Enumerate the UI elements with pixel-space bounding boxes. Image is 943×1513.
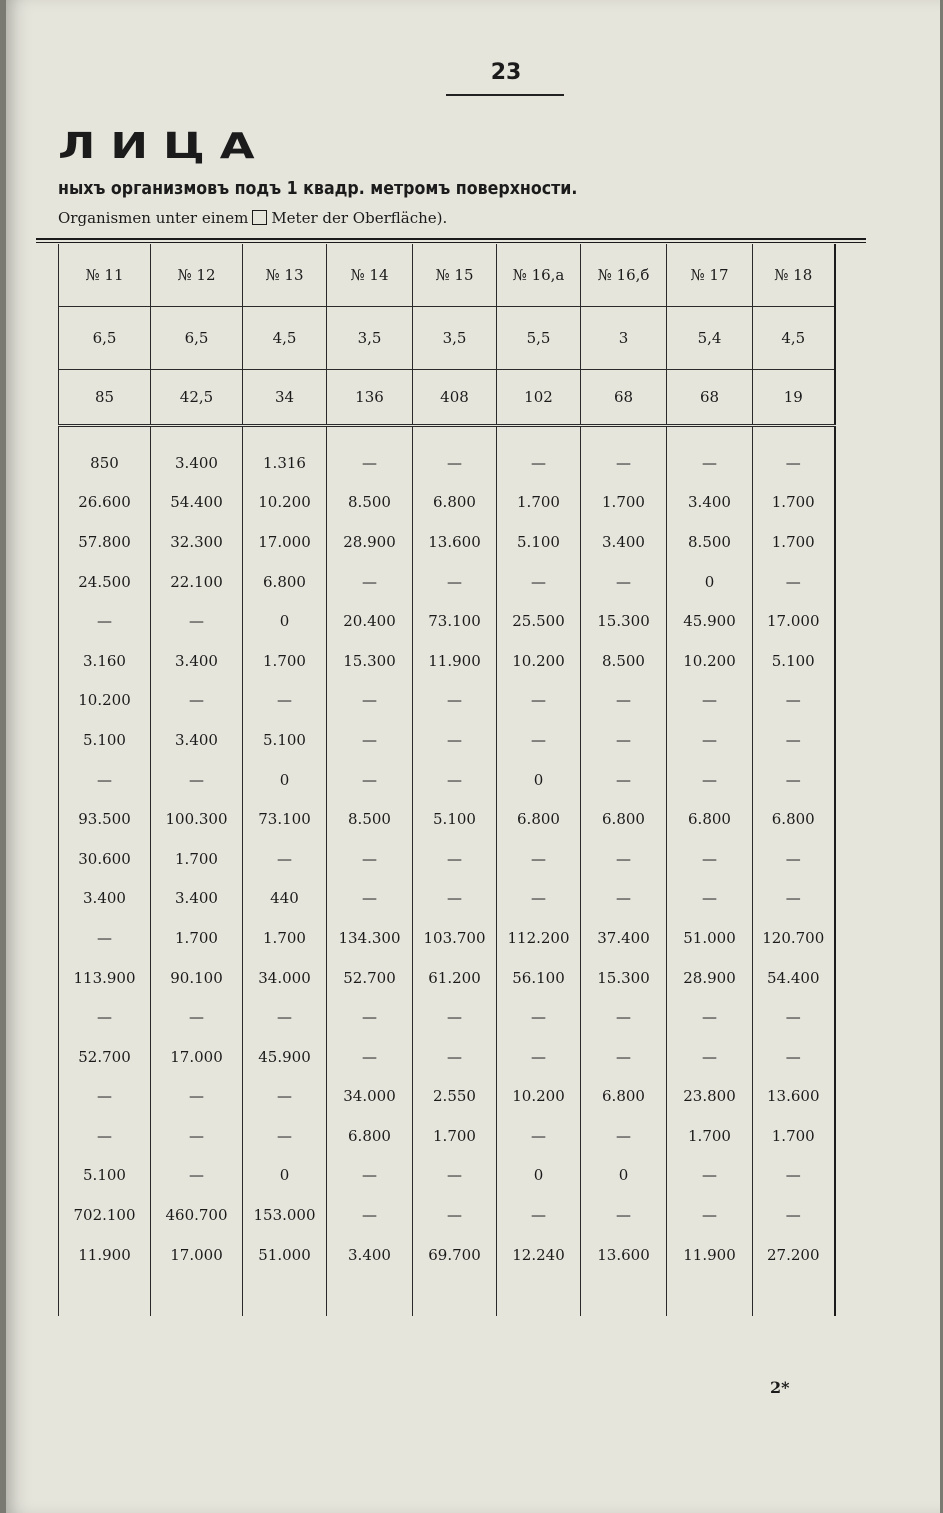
table-cell: — bbox=[497, 1037, 581, 1077]
table-cell: № 11 bbox=[59, 244, 151, 307]
table-cell: — bbox=[59, 997, 151, 1037]
table-cell: — bbox=[413, 1195, 497, 1235]
square-meter-icon bbox=[252, 210, 267, 225]
table-cell: — bbox=[59, 601, 151, 641]
table-cell bbox=[667, 1274, 753, 1316]
table-cell: — bbox=[59, 918, 151, 958]
table-cell: 25.500 bbox=[497, 601, 581, 641]
table-row bbox=[59, 681, 835, 721]
table-cell: 28.900 bbox=[327, 522, 413, 562]
table-cell bbox=[497, 426, 581, 444]
table-cell: — bbox=[581, 1116, 667, 1156]
table-cell: — bbox=[59, 760, 151, 800]
table-cell: — bbox=[151, 1116, 243, 1156]
table-cell: — bbox=[151, 760, 243, 800]
table-cell: 3,5 bbox=[413, 307, 497, 370]
table-row bbox=[59, 839, 835, 879]
table-cell: 15.300 bbox=[581, 601, 667, 641]
table-cell: — bbox=[327, 443, 413, 483]
table-cell: 13.600 bbox=[753, 1077, 835, 1117]
table-cell bbox=[753, 1274, 835, 1316]
table-cell: 52.700 bbox=[327, 958, 413, 998]
table-cell: — bbox=[753, 879, 835, 919]
table-cell: 112.200 bbox=[497, 918, 581, 958]
table-row bbox=[59, 1195, 835, 1235]
table-cell: 5.100 bbox=[243, 720, 327, 760]
table-cell: 28.900 bbox=[667, 958, 753, 998]
table-cell: 3.400 bbox=[151, 720, 243, 760]
table-cell: 13.600 bbox=[413, 522, 497, 562]
table-cell: — bbox=[151, 601, 243, 641]
table-cell: — bbox=[413, 1037, 497, 1077]
table-cell: — bbox=[497, 839, 581, 879]
table-cell: 10.200 bbox=[497, 1077, 581, 1117]
table-cell: — bbox=[581, 1037, 667, 1077]
subtitle-german-pre: Organismen unter einem bbox=[58, 209, 249, 227]
table-cell: 1.700 bbox=[753, 522, 835, 562]
table-cell: 3.400 bbox=[151, 443, 243, 483]
table-cell bbox=[59, 426, 151, 444]
table-cell: 17.000 bbox=[151, 1235, 243, 1275]
table-cell: — bbox=[753, 760, 835, 800]
table-cell: 1.700 bbox=[151, 918, 243, 958]
scanned-page bbox=[6, 0, 940, 1513]
table-cell bbox=[243, 1274, 327, 1316]
table-cell: — bbox=[581, 879, 667, 919]
table-cell: № 16,а bbox=[497, 244, 581, 307]
table-cell: 22.100 bbox=[151, 562, 243, 602]
table-cell: 120.700 bbox=[753, 918, 835, 958]
table-cell: 2.550 bbox=[413, 1077, 497, 1117]
table-row bbox=[59, 1235, 835, 1275]
data-table-wrapper bbox=[58, 244, 834, 1316]
table-cell: — bbox=[581, 997, 667, 1037]
table-cell: 460.700 bbox=[151, 1195, 243, 1235]
table-cell: — bbox=[327, 720, 413, 760]
table-spacer-row bbox=[59, 426, 835, 444]
table-cell: — bbox=[413, 681, 497, 721]
table-cell: — bbox=[581, 760, 667, 800]
table-cell: 61.200 bbox=[413, 958, 497, 998]
table-cell: 27.200 bbox=[753, 1235, 835, 1275]
table-cell: 6.800 bbox=[327, 1116, 413, 1156]
table-cell: — bbox=[667, 443, 753, 483]
table-cell: 6.800 bbox=[413, 483, 497, 523]
table-cell: — bbox=[497, 562, 581, 602]
table-cell: 11.900 bbox=[413, 641, 497, 681]
table-cell: 11.900 bbox=[59, 1235, 151, 1275]
subtitle-german bbox=[58, 209, 447, 227]
table-cell: 54.400 bbox=[753, 958, 835, 998]
table-cell: — bbox=[413, 1156, 497, 1196]
table-cell: — bbox=[667, 1037, 753, 1077]
table-cell: 68 bbox=[581, 370, 667, 426]
table-cell: 3.400 bbox=[327, 1235, 413, 1275]
table-cell: — bbox=[667, 1156, 753, 1196]
table-cell: № 15 bbox=[413, 244, 497, 307]
table-cell: — bbox=[413, 443, 497, 483]
table-cell: — bbox=[327, 562, 413, 602]
table-cell: 5.100 bbox=[59, 720, 151, 760]
table-cell: № 16,б bbox=[581, 244, 667, 307]
signature-mark: 2* bbox=[770, 1378, 790, 1397]
table-cell: 850 bbox=[59, 443, 151, 483]
table-cell: — bbox=[497, 997, 581, 1037]
table-cell: 54.400 bbox=[151, 483, 243, 523]
table-cell bbox=[327, 1274, 413, 1316]
table-cell: 34 bbox=[243, 370, 327, 426]
table-cell: 1.700 bbox=[497, 483, 581, 523]
table-cell: 24.500 bbox=[59, 562, 151, 602]
table-cell: 0 bbox=[581, 1156, 667, 1196]
table-cell: — bbox=[243, 681, 327, 721]
table-cell: 3.400 bbox=[59, 879, 151, 919]
table-cell: 6.800 bbox=[667, 799, 753, 839]
table-cell bbox=[753, 426, 835, 444]
table-cell: 51.000 bbox=[243, 1235, 327, 1275]
table-cell: 1.700 bbox=[413, 1116, 497, 1156]
table-cell: 0 bbox=[497, 760, 581, 800]
table-row bbox=[59, 1037, 835, 1077]
table-cell: — bbox=[497, 720, 581, 760]
table-cell: 134.300 bbox=[327, 918, 413, 958]
table-cell: № 18 bbox=[753, 244, 835, 307]
table-cell: — bbox=[581, 562, 667, 602]
table-cell: 1.700 bbox=[243, 641, 327, 681]
table-cell: 3.400 bbox=[581, 522, 667, 562]
table-cell: — bbox=[753, 562, 835, 602]
table-cell: 10.200 bbox=[59, 681, 151, 721]
table-row bbox=[59, 1116, 835, 1156]
table-cell: — bbox=[327, 1037, 413, 1077]
table-cell: № 14 bbox=[327, 244, 413, 307]
table-row bbox=[59, 370, 835, 426]
table-cell: 113.900 bbox=[59, 958, 151, 998]
table-cell: 3.160 bbox=[59, 641, 151, 681]
table-row bbox=[59, 918, 835, 958]
table-spacer-row bbox=[59, 1274, 835, 1316]
table-cell: — bbox=[327, 839, 413, 879]
table-row bbox=[59, 443, 835, 483]
table-cell: 3 bbox=[581, 307, 667, 370]
table-cell: — bbox=[151, 1156, 243, 1196]
table-cell: — bbox=[151, 1077, 243, 1117]
table-cell: 5.100 bbox=[59, 1156, 151, 1196]
table-cell: 42,5 bbox=[151, 370, 243, 426]
table-cell: № 12 bbox=[151, 244, 243, 307]
table-cell: — bbox=[753, 443, 835, 483]
table-cell: 15.300 bbox=[581, 958, 667, 998]
table-cell: 0 bbox=[667, 562, 753, 602]
table-cell: — bbox=[753, 720, 835, 760]
table-cell: — bbox=[667, 720, 753, 760]
table-cell bbox=[327, 426, 413, 444]
table-cell: 1.700 bbox=[243, 918, 327, 958]
table-cell: 6.800 bbox=[497, 799, 581, 839]
table-cell: 3.400 bbox=[151, 641, 243, 681]
table-cell: 73.100 bbox=[413, 601, 497, 641]
table-cell: — bbox=[243, 997, 327, 1037]
table-cell: 34.000 bbox=[243, 958, 327, 998]
page-number-rule bbox=[446, 94, 564, 96]
table-row bbox=[59, 720, 835, 760]
table-cell: 8.500 bbox=[581, 641, 667, 681]
table-cell: 52.700 bbox=[59, 1037, 151, 1077]
table-cell: — bbox=[497, 1195, 581, 1235]
table-cell: 8.500 bbox=[667, 522, 753, 562]
table-cell bbox=[667, 426, 753, 444]
table-cell: — bbox=[753, 1195, 835, 1235]
table-cell: — bbox=[753, 839, 835, 879]
table-cell: 10.200 bbox=[667, 641, 753, 681]
table-cell: 5,5 bbox=[497, 307, 581, 370]
table-cell: 93.500 bbox=[59, 799, 151, 839]
table-cell: — bbox=[413, 562, 497, 602]
table-cell: 51.000 bbox=[667, 918, 753, 958]
table-cell: 17.000 bbox=[753, 601, 835, 641]
table-cell: — bbox=[497, 879, 581, 919]
subtitle-russian: ныхъ организмовъ подъ 1 квадр. метромъ поверхности. bbox=[58, 178, 578, 199]
table-cell: 102 bbox=[497, 370, 581, 426]
table-cell: — bbox=[581, 839, 667, 879]
table-cell: — bbox=[59, 1116, 151, 1156]
table-row bbox=[59, 562, 835, 602]
table-row bbox=[59, 522, 835, 562]
table-cell: 100.300 bbox=[151, 799, 243, 839]
table-cell bbox=[151, 426, 243, 444]
table-cell: 3.400 bbox=[667, 483, 753, 523]
table-cell: 34.000 bbox=[327, 1077, 413, 1117]
table-cell: — bbox=[667, 760, 753, 800]
table-cell: 30.600 bbox=[59, 839, 151, 879]
table-cell: 19 bbox=[753, 370, 835, 426]
table-cell bbox=[413, 426, 497, 444]
table-cell: 1.700 bbox=[581, 483, 667, 523]
table-cell: 4,5 bbox=[753, 307, 835, 370]
table-cell: 0 bbox=[243, 760, 327, 800]
table-cell: 69.700 bbox=[413, 1235, 497, 1275]
table-row bbox=[59, 958, 835, 998]
table-cell: — bbox=[243, 1077, 327, 1117]
table-cell: 56.100 bbox=[497, 958, 581, 998]
table-cell: — bbox=[59, 1077, 151, 1117]
table-cell: 1.700 bbox=[151, 839, 243, 879]
table-cell bbox=[243, 426, 327, 444]
table-cell: 136 bbox=[327, 370, 413, 426]
table-cell: — bbox=[327, 1156, 413, 1196]
table-cell: № 13 bbox=[243, 244, 327, 307]
table-row bbox=[59, 641, 835, 681]
table-cell: 13.600 bbox=[581, 1235, 667, 1275]
table-cell: 68 bbox=[667, 370, 753, 426]
table-cell: 6.800 bbox=[581, 1077, 667, 1117]
table-cell: 408 bbox=[413, 370, 497, 426]
table-cell: — bbox=[327, 681, 413, 721]
table-cell: — bbox=[413, 879, 497, 919]
table-cell: 45.900 bbox=[667, 601, 753, 641]
table-cell: 6,5 bbox=[59, 307, 151, 370]
table-cell: 1.316 bbox=[243, 443, 327, 483]
table-cell bbox=[413, 1274, 497, 1316]
table-row bbox=[59, 1077, 835, 1117]
table-cell: 15.300 bbox=[327, 641, 413, 681]
table-row bbox=[59, 760, 835, 800]
table-cell: 8.500 bbox=[327, 799, 413, 839]
table-cell: — bbox=[667, 997, 753, 1037]
table-cell: — bbox=[327, 760, 413, 800]
table-cell: 0 bbox=[243, 1156, 327, 1196]
table-cell: 10.200 bbox=[243, 483, 327, 523]
table-cell: — bbox=[413, 760, 497, 800]
table-cell: — bbox=[667, 1195, 753, 1235]
table-header-row bbox=[59, 244, 835, 307]
table-cell: 5.100 bbox=[413, 799, 497, 839]
table-cell: 32.300 bbox=[151, 522, 243, 562]
table-cell: 45.900 bbox=[243, 1037, 327, 1077]
table-cell: 73.100 bbox=[243, 799, 327, 839]
table-top-rule bbox=[36, 238, 866, 240]
table-cell: — bbox=[581, 681, 667, 721]
subtitle-german-post: Meter der Oberfläche). bbox=[271, 209, 448, 227]
table-row bbox=[59, 879, 835, 919]
table-cell: 153.000 bbox=[243, 1195, 327, 1235]
table-cell: 3,5 bbox=[327, 307, 413, 370]
heading-word: ЛИЦА bbox=[58, 126, 270, 167]
table-cell: 6.800 bbox=[243, 562, 327, 602]
table-cell: 26.600 bbox=[59, 483, 151, 523]
table-row bbox=[59, 1156, 835, 1196]
table-cell: — bbox=[327, 879, 413, 919]
table-cell: — bbox=[413, 839, 497, 879]
page-number: 23 bbox=[490, 60, 522, 85]
table-cell: 702.100 bbox=[59, 1195, 151, 1235]
table-cell: — bbox=[151, 681, 243, 721]
table-cell: 6.800 bbox=[753, 799, 835, 839]
table-cell: — bbox=[327, 997, 413, 1037]
table-cell: 5,4 bbox=[667, 307, 753, 370]
table-cell: 8.500 bbox=[327, 483, 413, 523]
table-cell: 37.400 bbox=[581, 918, 667, 958]
organism-count-table bbox=[58, 244, 836, 1316]
table-cell: — bbox=[497, 681, 581, 721]
table-cell: 103.700 bbox=[413, 918, 497, 958]
table-cell bbox=[581, 1274, 667, 1316]
table-cell bbox=[497, 1274, 581, 1316]
table-cell: 3.400 bbox=[151, 879, 243, 919]
table-row bbox=[59, 483, 835, 523]
table-cell: 5.100 bbox=[497, 522, 581, 562]
table-cell: 23.800 bbox=[667, 1077, 753, 1117]
table-cell: 1.700 bbox=[753, 1116, 835, 1156]
table-row bbox=[59, 997, 835, 1037]
table-cell: — bbox=[413, 720, 497, 760]
table-cell: — bbox=[753, 1037, 835, 1077]
table-cell: — bbox=[667, 879, 753, 919]
table-cell: — bbox=[753, 681, 835, 721]
table-cell: 17.000 bbox=[243, 522, 327, 562]
table-cell: 57.800 bbox=[59, 522, 151, 562]
table-cell: — bbox=[327, 1195, 413, 1235]
table-cell: 6,5 bbox=[151, 307, 243, 370]
table-row bbox=[59, 601, 835, 641]
table-cell: 20.400 bbox=[327, 601, 413, 641]
table-cell: 85 bbox=[59, 370, 151, 426]
table-cell: — bbox=[243, 1116, 327, 1156]
table-cell: — bbox=[151, 997, 243, 1037]
table-cell: 0 bbox=[243, 601, 327, 641]
table-cell bbox=[151, 1274, 243, 1316]
table-top-rule-thin bbox=[36, 242, 866, 243]
table-cell: 5.100 bbox=[753, 641, 835, 681]
table-cell: — bbox=[667, 681, 753, 721]
table-cell: — bbox=[753, 997, 835, 1037]
table-cell: 4,5 bbox=[243, 307, 327, 370]
table-cell: 6.800 bbox=[581, 799, 667, 839]
table-cell: — bbox=[243, 839, 327, 879]
table-cell: — bbox=[413, 997, 497, 1037]
table-cell: — bbox=[497, 443, 581, 483]
table-cell: 440 bbox=[243, 879, 327, 919]
table-cell bbox=[59, 1274, 151, 1316]
table-cell: № 17 bbox=[667, 244, 753, 307]
table-cell: 1.700 bbox=[753, 483, 835, 523]
table-cell: — bbox=[581, 443, 667, 483]
table-cell: — bbox=[581, 1195, 667, 1235]
table-cell: 1.700 bbox=[667, 1116, 753, 1156]
table-cell: 10.200 bbox=[497, 641, 581, 681]
table-cell: — bbox=[667, 839, 753, 879]
table-cell: 17.000 bbox=[151, 1037, 243, 1077]
table-cell: 11.900 bbox=[667, 1235, 753, 1275]
table-cell: 0 bbox=[497, 1156, 581, 1196]
table-cell: — bbox=[581, 720, 667, 760]
table-cell: — bbox=[497, 1116, 581, 1156]
table-cell: 90.100 bbox=[151, 958, 243, 998]
table-cell: 12.240 bbox=[497, 1235, 581, 1275]
table-cell bbox=[581, 426, 667, 444]
table-cell: — bbox=[753, 1156, 835, 1196]
table-row bbox=[59, 307, 835, 370]
table-row bbox=[59, 799, 835, 839]
